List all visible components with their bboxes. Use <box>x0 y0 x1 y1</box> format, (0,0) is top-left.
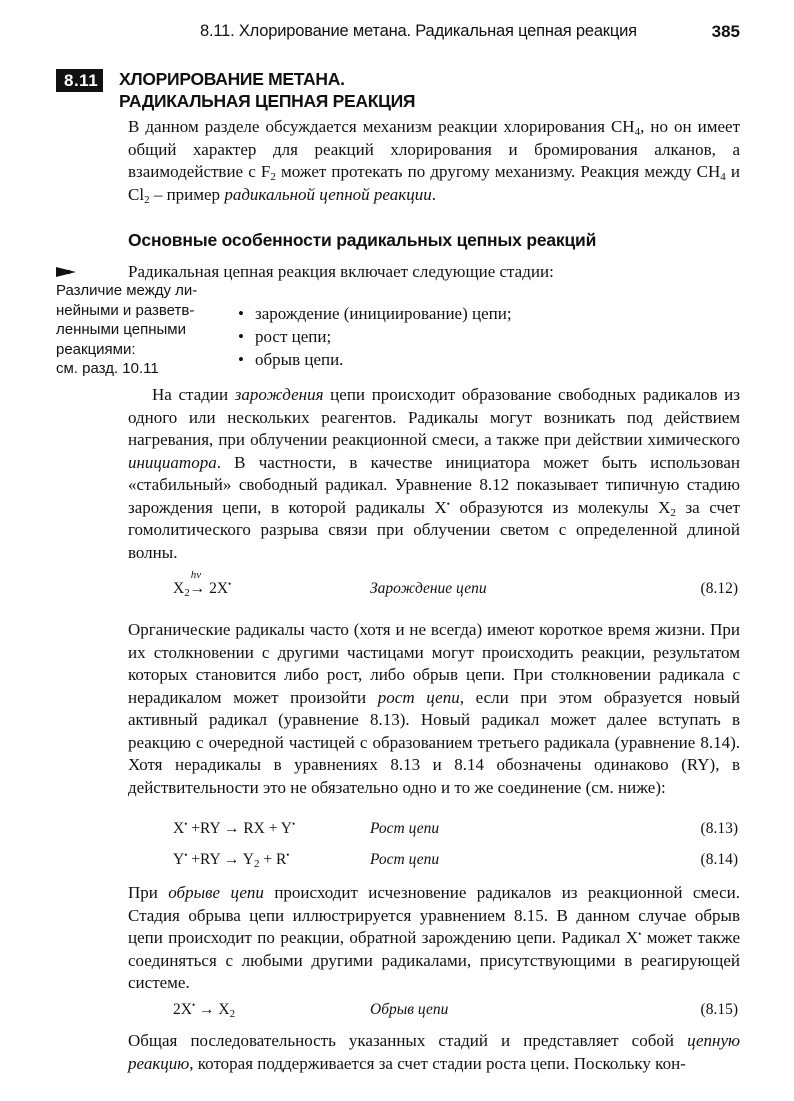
equation-number: (8.14) <box>700 851 738 868</box>
text: происходит исчезновение радикалов из реакционной смеси. Стадия обрыва цепи иллюстрируется уравнением 8.15. В данном случае обрыв цепи происходит по реакции, обратной зарождению цепи. Радикал X <box>128 883 741 947</box>
equation-label: Рост цепи <box>370 820 440 837</box>
text: может также соединяться с любыми другими радикалами, присутствующими в реагирующей системе. <box>128 928 741 992</box>
emphasis: рост цепи <box>377 687 460 707</box>
list-item: • зарождение (инициирование) цепи; <box>238 302 512 325</box>
radical-dot: • <box>638 929 642 939</box>
equation-label: Обрыв цепи <box>370 1001 449 1018</box>
equation-number: (8.12) <box>700 580 738 597</box>
arrow-icon: → <box>189 580 206 597</box>
text: Y <box>173 851 185 868</box>
text: – пример <box>149 184 225 204</box>
equation-formula <box>173 569 232 599</box>
subscript: 2 <box>144 193 150 206</box>
radical-dot: • <box>286 850 290 860</box>
equation-formula <box>173 1001 235 1019</box>
text: X <box>173 820 185 837</box>
running-head <box>200 22 740 46</box>
margin-note-line: см. разд. 10.11 <box>56 360 159 377</box>
margin-note-line: Различие между ли- <box>56 282 198 299</box>
equation-formula <box>173 820 295 838</box>
radical-dot: • <box>184 850 188 860</box>
initiation-paragraph <box>128 384 740 564</box>
equation-number: (8.13) <box>700 820 738 837</box>
equation-8-13 <box>128 820 740 844</box>
text: за счет гомолитического разрыва связи при облучении светом с определенной длиной волны. <box>128 497 740 562</box>
text: Общая последовательность указанных стадий и представляет собой <box>128 1031 688 1050</box>
text: В данном разделе обсуждается механизм реакции хлорирования CH <box>128 117 635 136</box>
text: образуются из молекулы X <box>449 497 671 517</box>
text: +RY → Y <box>187 851 254 868</box>
section-title-line-1: ХЛОРИРОВАНИЕ МЕТАНА. <box>119 69 345 89</box>
list-item: • обрыв цепи. <box>238 348 512 371</box>
text: 2X <box>173 1001 192 1018</box>
subheading: Основные особенности радикальных цепных реакций <box>128 230 597 250</box>
subscript: 2 <box>670 506 676 519</box>
propagation-paragraph <box>128 619 740 799</box>
text: . <box>431 184 436 204</box>
text: 2X <box>209 580 229 597</box>
subscript: 2 <box>184 587 190 599</box>
page-number: 385 <box>711 22 740 41</box>
emphasis: зарождения <box>234 385 324 404</box>
equation-8-15 <box>128 1001 740 1025</box>
subscript: 2 <box>253 858 260 870</box>
emphasis: инициатора <box>128 452 217 472</box>
intro-paragraph <box>128 116 740 206</box>
margin-note <box>56 281 206 379</box>
equation-label: Зарождение цепи <box>370 580 487 597</box>
section-title-line-2: РАДИКАЛЬНАЯ ЦЕПНАЯ РЕАКЦИЯ <box>119 91 416 111</box>
subscript: 4 <box>634 126 641 138</box>
text: и Cl <box>128 162 740 204</box>
section-number-badge: 8.11 <box>56 69 103 92</box>
radical-dot: • <box>291 819 296 829</box>
margin-note-line: реакциями: <box>56 340 136 358</box>
equation-label: Рост цепи <box>370 851 440 868</box>
margin-note-line: нейными и разветв- <box>56 301 195 319</box>
list-item: • рост цепи; <box>238 325 512 348</box>
margin-arrow-icon <box>56 267 76 277</box>
text: Органические радикалы часто (хотя и не всегда) имеют короткое время жизни. При их столкновении с другими частицами могут происходить реакции, результатом которых становится либо рост, либо обрыв цепи. При столкновении радикала с нерадикалом может произойти <box>128 620 740 707</box>
text: → X <box>195 1001 230 1018</box>
radical-dot: • <box>191 1000 196 1010</box>
emphasis: радикальной цепной реакции <box>224 184 432 204</box>
emphasis: цепную реакцию <box>128 1031 740 1073</box>
equation-formula <box>173 851 289 869</box>
text: цепи происходит образование свободных радикалов из одного или нескольких реагентов. Радикалы могут возникать под действием нагревания, при облучении реакционной смеси, а также при действии химического <box>128 385 740 449</box>
text: X <box>173 580 185 597</box>
hv-label: hν <box>190 569 202 581</box>
radical-dot: • <box>446 498 450 509</box>
radical-dot: • <box>184 819 188 829</box>
text: . В частности, в качестве инициатора может быть использован «стабильный» свободный радикал. Уравнение 8.12 показывает типичную стадию зарождения цепи, в которой радикалы X <box>128 452 740 517</box>
section-title <box>119 68 619 112</box>
text: +RY → RX + Y <box>187 820 292 837</box>
stages-intro: Радикальная цепная реакция включает следующие стадии: <box>128 262 554 281</box>
arrow-with-hv <box>189 569 206 598</box>
text: , но он имеет общий характер для реакций хлорирования и бромирования алканов, а взаимодействие с F <box>128 117 741 181</box>
stages-list <box>238 302 512 371</box>
text: + R <box>259 851 287 868</box>
radical-dot: • <box>228 579 232 589</box>
emphasis: обрыве цепи <box>168 883 264 902</box>
equation-8-14 <box>128 851 740 875</box>
final-paragraph <box>128 1030 740 1075</box>
subscript: 4 <box>720 171 726 183</box>
subscript: 2 <box>270 171 276 183</box>
text: может протекать по другому механизму. Реакция между CH <box>275 162 721 181</box>
text: , которая поддерживается за счет стадии роста цепи. Поскольку кон- <box>189 1053 686 1073</box>
text: При <box>128 883 169 902</box>
termination-paragraph <box>128 882 740 995</box>
subscript: 2 <box>229 1008 236 1020</box>
text: , если при этом образуется новый активный радикал (уравнение 8.13). Новый радикал может далее вступать в реакцию с очередной частицей с образованием третьего радикала (уравнение 8.14). Хотя нерадикалы в уравнениях 8.13 и 8.14 обозначены одинаково (RY), в действительности это не обязательно одно и то же соединение (см. ниже): <box>128 687 740 797</box>
equation-number: (8.15) <box>700 1001 738 1018</box>
text: На стадии <box>152 385 235 404</box>
margin-note-line: ленными цепными <box>56 321 186 338</box>
equation-8-12 <box>128 569 740 604</box>
running-head-title: 8.11. Хлорирование метана. Радикальная цепная реакция <box>200 22 637 40</box>
